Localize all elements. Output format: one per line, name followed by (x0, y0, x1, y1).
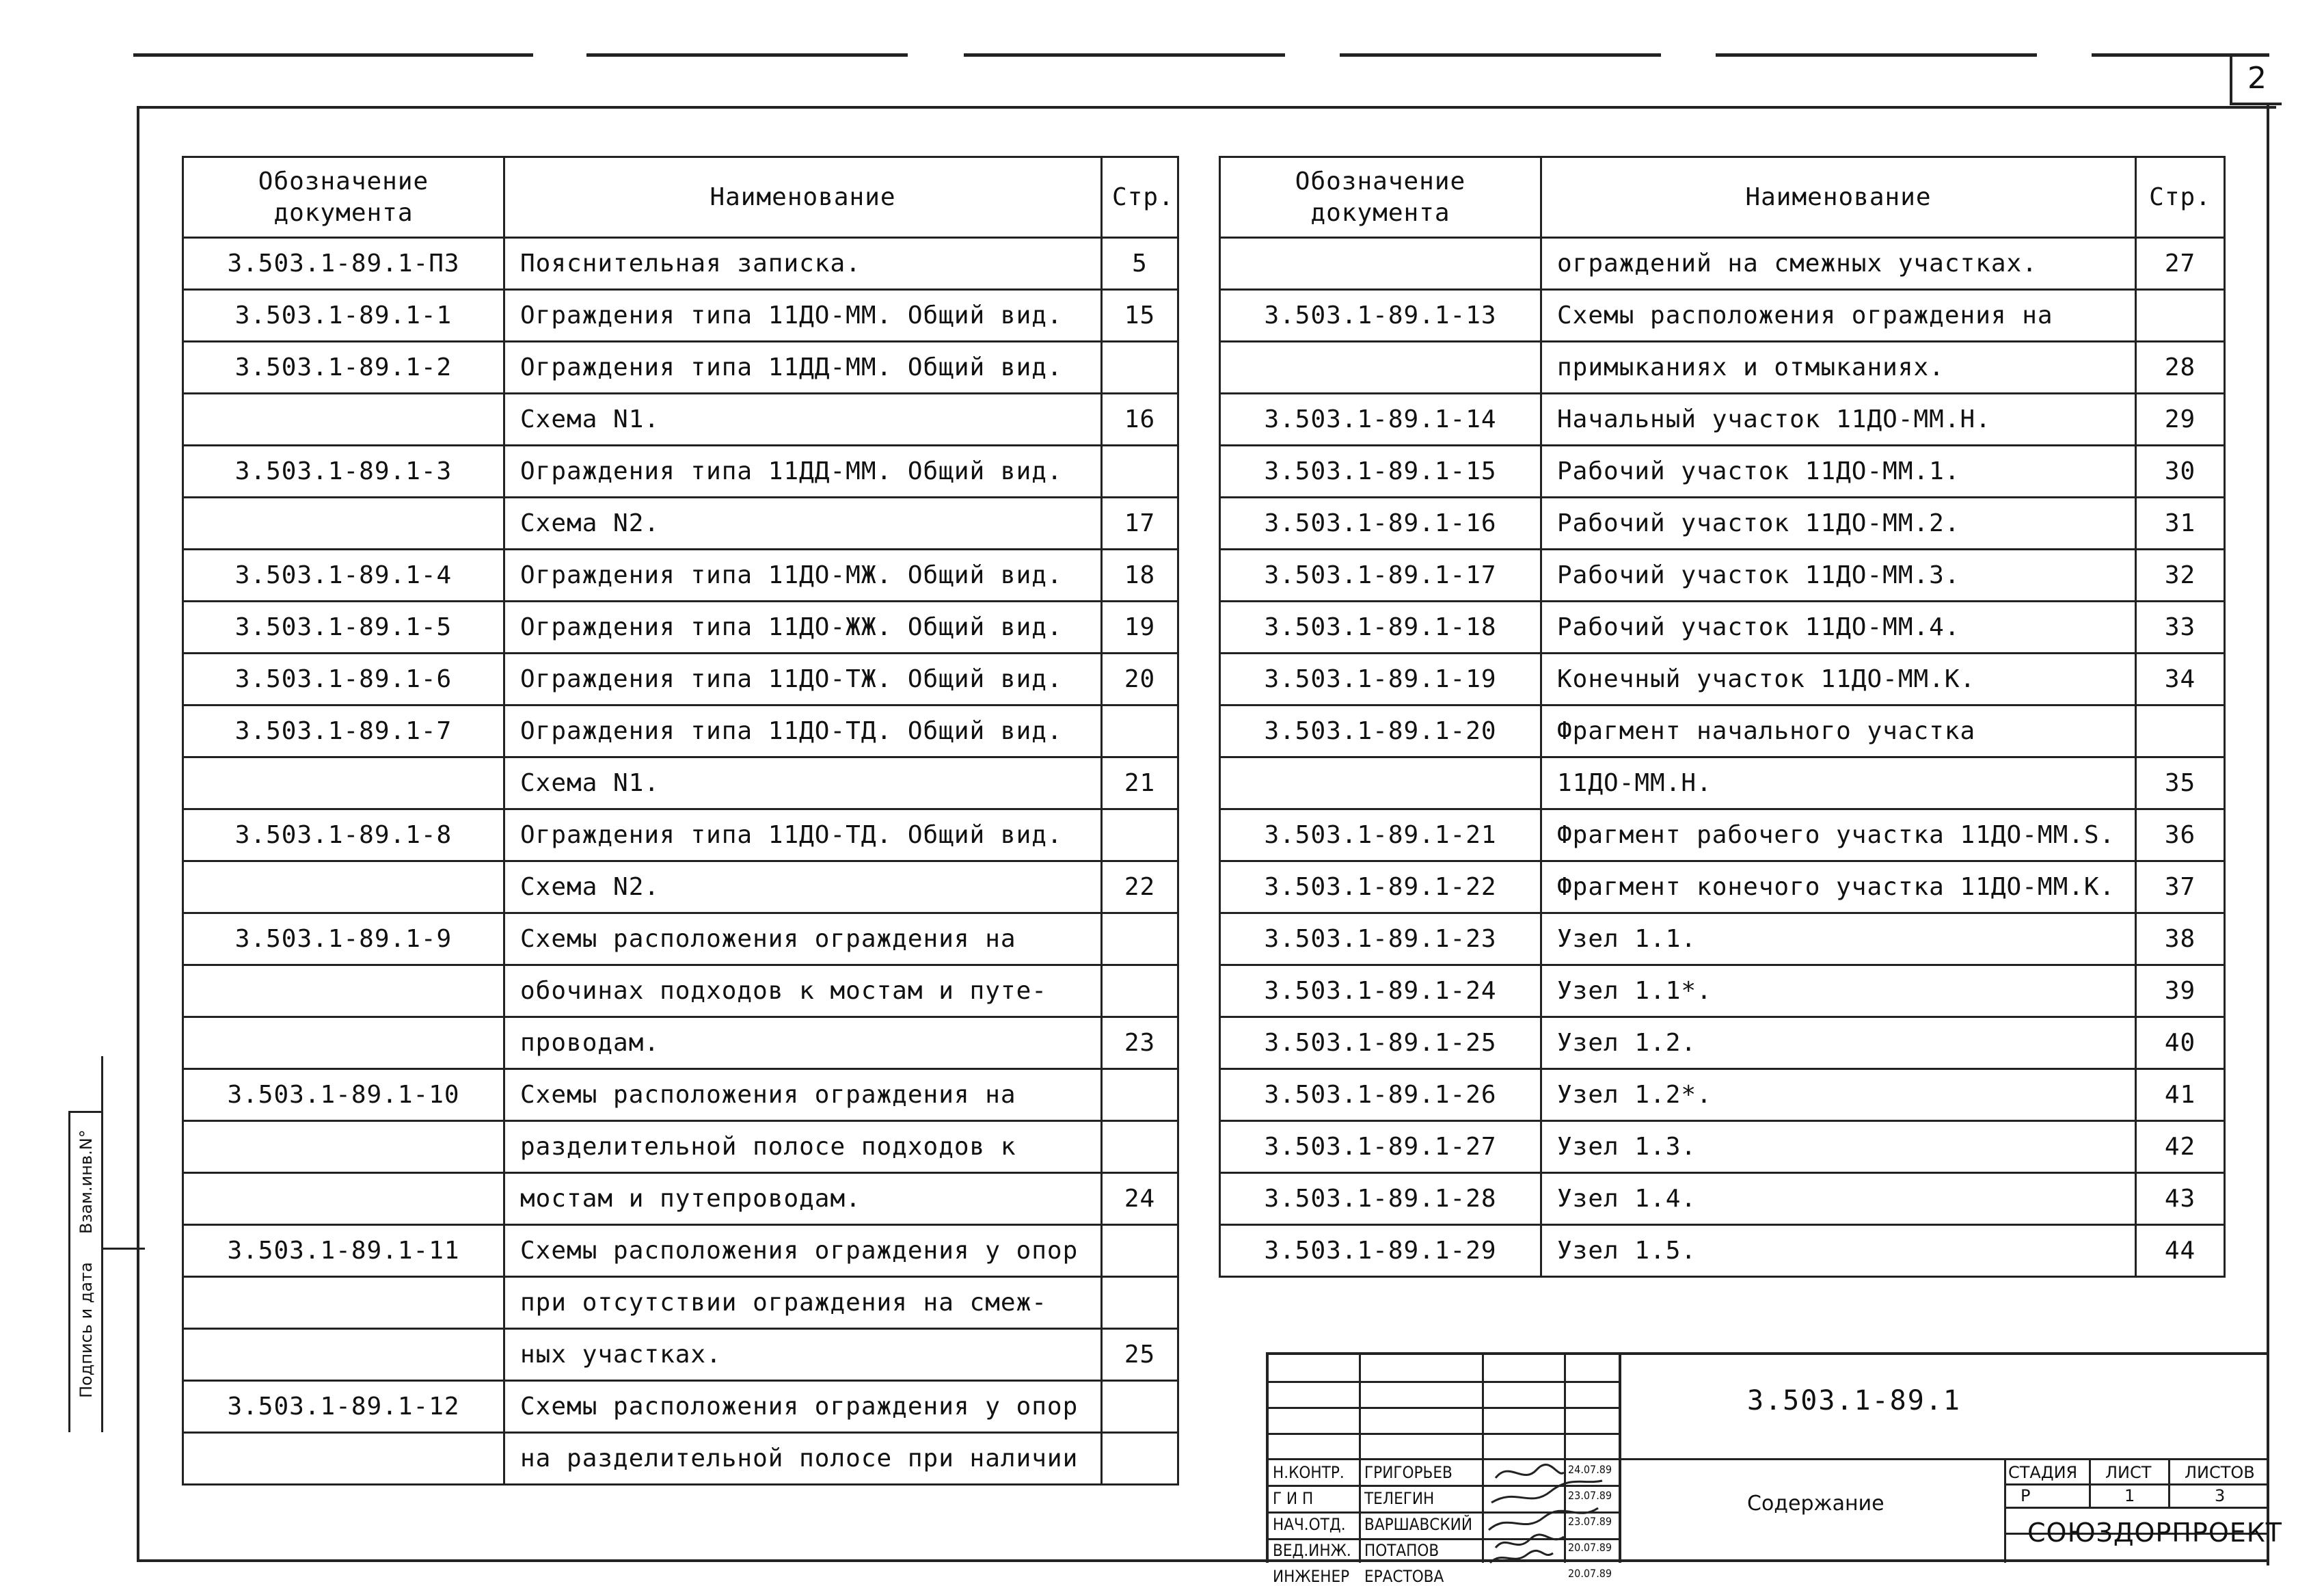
cell-name: проводам. (504, 1017, 1102, 1069)
table-row (183, 602, 1178, 654)
cell-name: при отсутствии ограждения на смеж- (504, 1277, 1102, 1329)
organization: СОЮЗДОРПРОЕКТ (2027, 1518, 2282, 1548)
sheet-label: ЛИСТ (2105, 1463, 2152, 1482)
cell-name: Конечный участок 11ДО-ММ.К. (1541, 654, 2136, 705)
cell-name: Ограждения типа 11ДО-ТД. Общий вид. (504, 809, 1102, 861)
cell-code: 3.503.1-89.1-2 (183, 342, 504, 394)
cell-name: Схемы расположения ограждения на (504, 913, 1102, 965)
cell-name: ограждений на смежных участках. (1541, 238, 2136, 290)
cell-code: 3.503.1-89.1-22 (1220, 861, 1541, 913)
cell-page: 37 (2136, 861, 2225, 913)
cell-page: 43 (2136, 1173, 2225, 1225)
cell-code: 3.503.1-89.1-8 (183, 809, 504, 861)
signature-date: 20.07.89 (1568, 1567, 1612, 1580)
cell-page: 34 (2136, 654, 2225, 705)
table-row (1220, 861, 2225, 913)
cell-page: 19 (1102, 602, 1178, 654)
sheets-value: 3 (2215, 1486, 2226, 1505)
cell-page: 32 (2136, 550, 2225, 602)
table-row (1220, 238, 2225, 290)
cell-name: Схемы расположения ограждения на (1541, 290, 2136, 342)
cell-name: Ограждения типа 11ДД-ММ. Общий вид. (504, 342, 1102, 394)
cell-code: 3.503.1-89.1-5 (183, 602, 504, 654)
cell-page: 5 (1102, 238, 1178, 290)
table-row (183, 1277, 1178, 1329)
cell-page: 38 (2136, 913, 2225, 965)
cell-page (1102, 342, 1178, 394)
table-row (1220, 446, 2225, 498)
cell-name: Схема N2. (504, 498, 1102, 550)
table-row (1220, 1173, 2225, 1225)
header-code-line1: Обозначение (1295, 167, 1466, 196)
cell-page (1102, 705, 1178, 757)
cell-name: Ограждения типа 11ДО-ММ. Общий вид. (504, 290, 1102, 342)
signature-date-field: Подпись и дата (77, 1262, 96, 1398)
cell-code (183, 1121, 504, 1173)
cell-code: 3.503.1-89.1-11 (183, 1225, 504, 1277)
table-row (183, 394, 1178, 446)
cell-name: примыканиях и отмыканиях. (1541, 342, 2136, 394)
header-code-line2: документа (1310, 198, 1450, 227)
cell-name: мостам и путепроводам. (504, 1173, 1102, 1225)
stage-label: СТАДИЯ (2008, 1463, 2078, 1482)
table-row (1220, 1121, 2225, 1173)
table-row (1220, 757, 2225, 809)
cell-code (183, 861, 504, 913)
cell-page (2136, 290, 2225, 342)
cell-code (1220, 238, 1541, 290)
cell-page (1102, 1277, 1178, 1329)
cell-page (1102, 1225, 1178, 1277)
table-row (1220, 654, 2225, 705)
cell-name: Ограждения типа 11ДО-МЖ. Общий вид. (504, 550, 1102, 602)
cell-name: Узел 1.4. (1541, 1173, 2136, 1225)
cell-page: 18 (1102, 550, 1178, 602)
table-row (183, 1069, 1178, 1121)
signature-role: НАЧ.ОТД. (1273, 1515, 1346, 1534)
cell-code: 3.503.1-89.1-4 (183, 550, 504, 602)
replace-inventory-field: Взам.инв.N° (77, 1129, 96, 1234)
cell-code: 3.503.1-89.1-7 (183, 705, 504, 757)
table-row (183, 1329, 1178, 1381)
signature-date: 23.07.89 (1568, 1515, 1612, 1528)
cell-code (183, 1277, 504, 1329)
signature-name: ГРИГОРЬЕВ (1364, 1463, 1452, 1482)
header-page: Стр. (2136, 157, 2225, 238)
cell-code (183, 757, 504, 809)
cell-page: 42 (2136, 1121, 2225, 1173)
cell-page: 31 (2136, 498, 2225, 550)
top-dash-rule (1716, 53, 2037, 57)
table-row (1220, 394, 2225, 446)
cell-page: 20 (1102, 654, 1178, 705)
signature-role: Н.КОНТР. (1273, 1463, 1345, 1482)
cell-name: Узел 1.1. (1541, 913, 2136, 965)
cell-code: 3.503.1-89.1-25 (1220, 1017, 1541, 1069)
table-row (183, 809, 1178, 861)
cell-code (183, 498, 504, 550)
table-row (1220, 809, 2225, 861)
cell-name: Схемы расположения ограждения у опор (504, 1225, 1102, 1277)
table-row (183, 757, 1178, 809)
cell-page: 22 (1102, 861, 1178, 913)
top-dash-rule (964, 53, 1285, 57)
cell-code: 3.503.1-89.1-26 (1220, 1069, 1541, 1121)
cell-name: Узел 1.3. (1541, 1121, 2136, 1173)
signature-role: ИНЖЕНЕР (1273, 1567, 1350, 1586)
cell-page (1102, 1121, 1178, 1173)
table-row (183, 290, 1178, 342)
cell-page: 15 (1102, 290, 1178, 342)
cell-page: 16 (1102, 394, 1178, 446)
cell-code: 3.503.1-89.1-15 (1220, 446, 1541, 498)
document-code: 3.503.1-89.1 (1747, 1385, 1961, 1416)
cell-code: 3.503.1-89.1-29 (1220, 1225, 1541, 1277)
cell-page (1102, 965, 1178, 1017)
cell-name: Узел 1.1*. (1541, 965, 2136, 1017)
cell-page: 35 (2136, 757, 2225, 809)
sheet-number: 2 (2230, 53, 2282, 105)
cell-name: ных участках. (504, 1329, 1102, 1381)
toc-right-body (1220, 238, 2225, 1277)
cell-name: Схема N2. (504, 861, 1102, 913)
cell-page: 27 (2136, 238, 2225, 290)
title-block (1266, 1352, 2282, 1586)
cell-code: 3.503.1-89.1-6 (183, 654, 504, 705)
cell-name: Пояснительная записка. (504, 238, 1102, 290)
cell-code: 3.503.1-89.1-1 (183, 290, 504, 342)
table-row (1220, 498, 2225, 550)
table-row (1220, 1069, 2225, 1121)
header-code-line1: Обозначение (258, 167, 429, 196)
table-row (183, 446, 1178, 498)
table-row (183, 654, 1178, 705)
cell-page (1102, 446, 1178, 498)
cell-name: Ограждения типа 11ДД-ММ. Общий вид. (504, 446, 1102, 498)
cell-code: 3.503.1-89.1-18 (1220, 602, 1541, 654)
cell-code: 3.503.1-89.1-14 (1220, 394, 1541, 446)
table-row (1220, 705, 2225, 757)
cell-page: 17 (1102, 498, 1178, 550)
cell-code (183, 1433, 504, 1485)
cell-name: Ограждения типа 11ДО-ТЖ. Общий вид. (504, 654, 1102, 705)
toc-table-right (1219, 156, 2226, 1278)
cell-name: Узел 1.2. (1541, 1017, 2136, 1069)
cell-page: 21 (1102, 757, 1178, 809)
cell-page (1102, 1433, 1178, 1485)
cell-code (183, 1329, 504, 1381)
cell-name: разделительной полосе подходов к (504, 1121, 1102, 1173)
cell-name: Фрагмент конечого участка 11ДО-ММ.К. (1541, 861, 2136, 913)
cell-name: Узел 1.2*. (1541, 1069, 2136, 1121)
cell-name: Фрагмент начального участка (1541, 705, 2136, 757)
cell-name: Рабочий участок 11ДО-ММ.2. (1541, 498, 2136, 550)
cell-page: 29 (2136, 394, 2225, 446)
table-row (1220, 550, 2225, 602)
table-row (183, 498, 1178, 550)
cell-name: Ограждения типа 11ДО-ТД. Общий вид. (504, 705, 1102, 757)
cell-code: 3.503.1-89.1-20 (1220, 705, 1541, 757)
table-row (183, 913, 1178, 965)
sheet-value: 1 (2124, 1486, 2135, 1505)
cell-page: 39 (2136, 965, 2225, 1017)
cell-page: 40 (2136, 1017, 2225, 1069)
cell-name: Схема N1. (504, 757, 1102, 809)
cell-page: 44 (2136, 1225, 2225, 1277)
cell-page (1102, 809, 1178, 861)
table-row (1220, 1225, 2225, 1277)
cell-code: 3.503.1-89.1-27 (1220, 1121, 1541, 1173)
table-row (1220, 342, 2225, 394)
toc-header-row (1220, 157, 2225, 238)
toc-table-left (182, 156, 1179, 1486)
cell-page (1102, 1381, 1178, 1433)
cell-page: 23 (1102, 1017, 1178, 1069)
cell-code (183, 1017, 504, 1069)
table-row (183, 1433, 1178, 1485)
cell-name: Рабочий участок 11ДО-ММ.1. (1541, 446, 2136, 498)
cell-code: 3.503.1-89.1-17 (1220, 550, 1541, 602)
cell-page (1102, 913, 1178, 965)
cell-page: 36 (2136, 809, 2225, 861)
signature-role: ВЕД.ИНЖ. (1273, 1541, 1351, 1560)
cell-name: обочинах подходов к мостам и путе- (504, 965, 1102, 1017)
signature-date: 24.07.89 (1568, 1463, 1612, 1476)
cell-code (183, 965, 504, 1017)
table-row (1220, 965, 2225, 1017)
cell-code (183, 1173, 504, 1225)
signature-name: ПОТАПОВ (1364, 1541, 1440, 1560)
cell-code: 3.503.1-89.1-13 (1220, 290, 1541, 342)
cell-code: 3.503.1-89.1-19 (1220, 654, 1541, 705)
cell-code: 3.503.1-89.1-10 (183, 1069, 504, 1121)
table-row (183, 705, 1178, 757)
table-row (1220, 913, 2225, 965)
signature-date: 20.07.89 (1568, 1541, 1612, 1554)
header-code (183, 157, 504, 238)
header-name: Наименование (504, 157, 1102, 238)
cell-code: 3.503.1-89.1-9 (183, 913, 504, 965)
table-row (183, 238, 1178, 290)
cell-name: на разделительной полосе при наличии (504, 1433, 1102, 1485)
header-code (1220, 157, 1541, 238)
signature-name: ЕРАСТОВА (1364, 1567, 1444, 1586)
table-row (1220, 1017, 2225, 1069)
cell-code: 3.503.1-89.1-23 (1220, 913, 1541, 965)
table-row (183, 1173, 1178, 1225)
table-row (183, 1121, 1178, 1173)
table-row (1220, 602, 2225, 654)
stage-value: Р (2021, 1486, 2031, 1505)
cell-name: Схемы расположения ограждения на (504, 1069, 1102, 1121)
top-dash-rule (1340, 53, 1661, 57)
cell-name: Рабочий участок 11ДО-ММ.4. (1541, 602, 2136, 654)
cell-code: 3.503.1-89.1-ПЗ (183, 238, 504, 290)
top-dash-rule (586, 53, 908, 57)
cell-name: Ограждения типа 11ДО-ЖЖ. Общий вид. (504, 602, 1102, 654)
cell-code (183, 394, 504, 446)
signature-scribbles (1482, 1457, 1619, 1564)
cell-code: 3.503.1-89.1-24 (1220, 965, 1541, 1017)
signature-role: Г И П (1273, 1489, 1314, 1508)
cell-code: 3.503.1-89.1-21 (1220, 809, 1541, 861)
cell-name: Схемы расположения ограждения у опор (504, 1381, 1102, 1433)
sheet-title: Содержание (1747, 1492, 1884, 1516)
table-row (183, 1381, 1178, 1433)
table-row (183, 965, 1178, 1017)
cell-code (1220, 342, 1541, 394)
table-row (1220, 290, 2225, 342)
cell-page: 28 (2136, 342, 2225, 394)
cell-page: 33 (2136, 602, 2225, 654)
top-dash-rule (133, 53, 533, 57)
cell-page (1102, 1069, 1178, 1121)
cell-code: 3.503.1-89.1-16 (1220, 498, 1541, 550)
cell-code: 3.503.1-89.1-28 (1220, 1173, 1541, 1225)
cell-code (1220, 757, 1541, 809)
signature-name: ВАРШАВСКИЙ (1364, 1515, 1472, 1534)
cell-code: 3.503.1-89.1-3 (183, 446, 504, 498)
cell-name: Начальный участок 11ДО-ММ.Н. (1541, 394, 2136, 446)
frame-right-edge (2267, 103, 2269, 1565)
signature-date: 23.07.89 (1568, 1489, 1612, 1502)
header-name: Наименование (1541, 157, 2136, 238)
cell-name: Узел 1.5. (1541, 1225, 2136, 1277)
table-row (183, 1017, 1178, 1069)
side-stamp (68, 1111, 145, 1432)
cell-page: 30 (2136, 446, 2225, 498)
cell-page: 24 (1102, 1173, 1178, 1225)
table-row (183, 1225, 1178, 1277)
cell-page: 25 (1102, 1329, 1178, 1381)
toc-header-row (183, 157, 1178, 238)
sheets-label: ЛИСТОВ (2185, 1463, 2255, 1482)
table-row (183, 342, 1178, 394)
header-page: Стр. (1102, 157, 1178, 238)
toc-left-body (183, 238, 1178, 1485)
signature-name: ТЕЛЕГИН (1364, 1489, 1435, 1508)
table-row (183, 861, 1178, 913)
header-code-line2: документа (273, 198, 414, 227)
cell-code: 3.503.1-89.1-12 (183, 1381, 504, 1433)
cell-name: 11ДО-ММ.Н. (1541, 757, 2136, 809)
cell-name: Схема N1. (504, 394, 1102, 446)
cell-page: 41 (2136, 1069, 2225, 1121)
cell-name: Рабочий участок 11ДО-ММ.3. (1541, 550, 2136, 602)
cell-page (2136, 705, 2225, 757)
cell-name: Фрагмент рабочего участка 11ДО-ММ.S. (1541, 809, 2136, 861)
table-row (183, 550, 1178, 602)
